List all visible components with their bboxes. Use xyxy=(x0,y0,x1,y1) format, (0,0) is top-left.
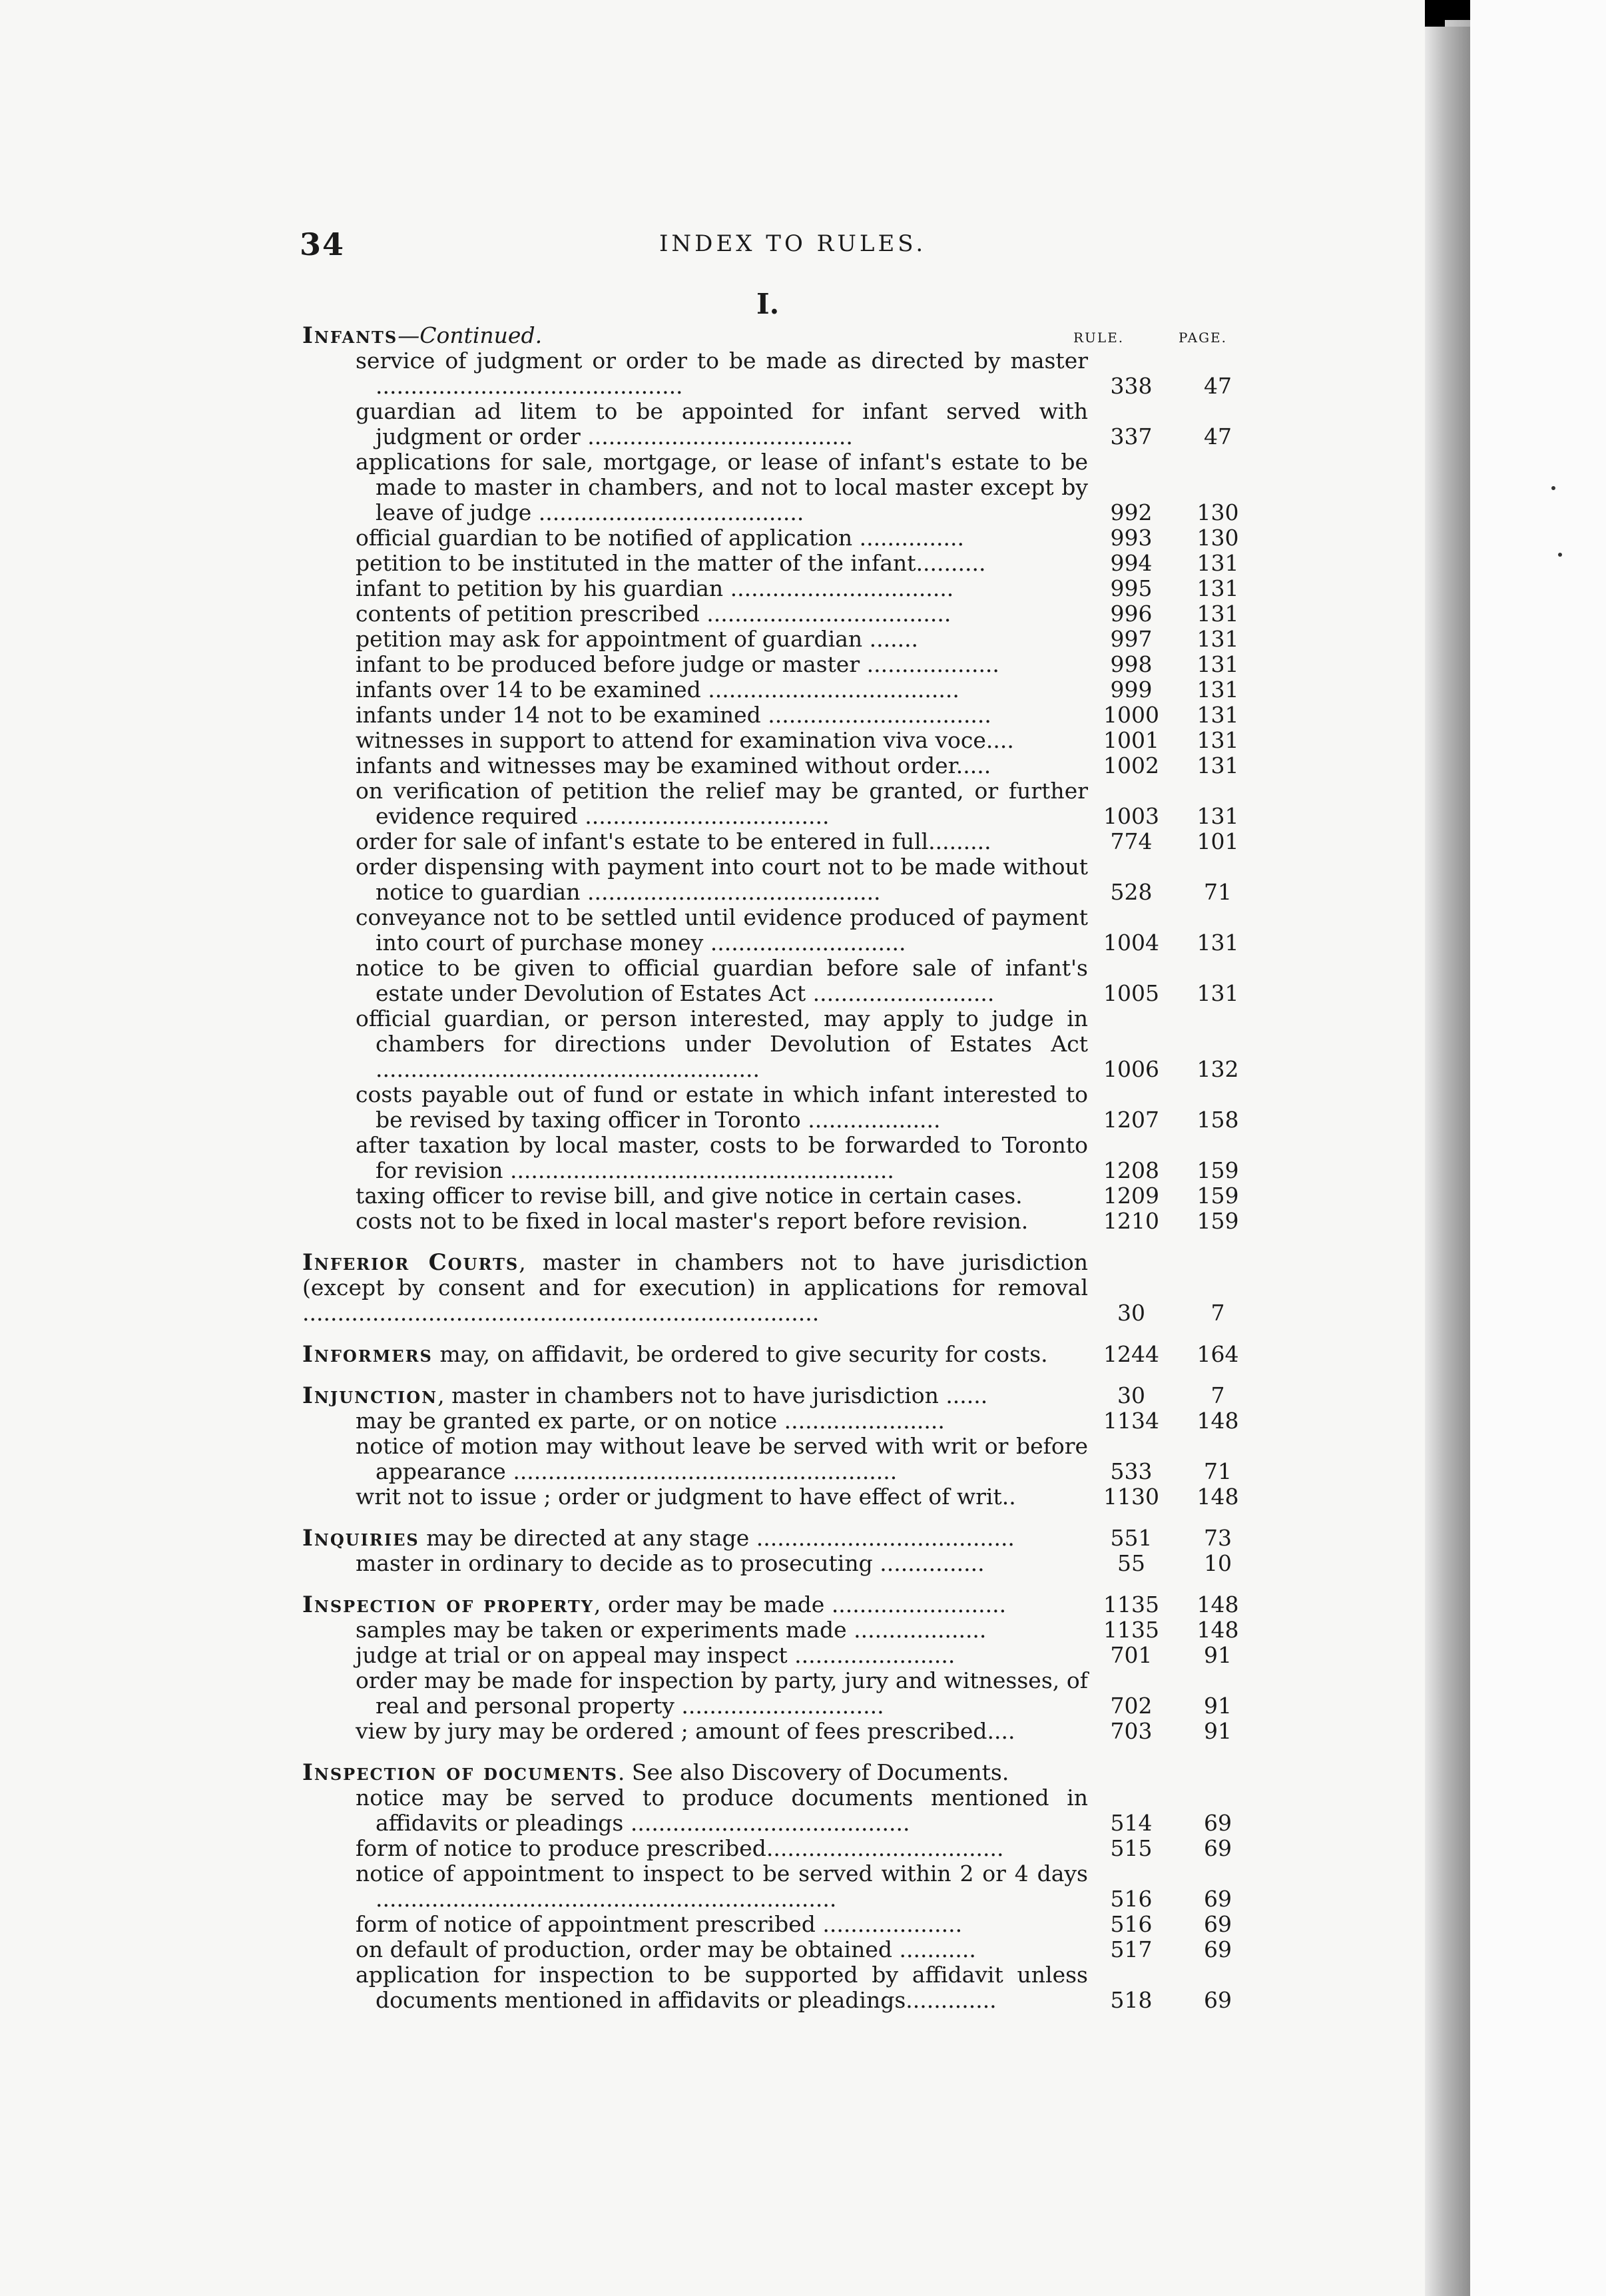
entry-term: Inferior Courts xyxy=(302,1249,519,1276)
entry-heading xyxy=(302,1526,1261,1551)
entry-description: , order may be made ......................... xyxy=(593,1591,1007,1617)
index-entry xyxy=(302,1342,1261,1367)
index-entry xyxy=(302,1383,1261,1510)
page-ref: 131 xyxy=(1197,702,1239,728)
page-ref: 91 xyxy=(1204,1718,1232,1744)
index-entry xyxy=(302,323,1261,1234)
rule-number: 996 xyxy=(1110,601,1153,627)
index-subentry xyxy=(356,1006,1261,1082)
rule-number: 515 xyxy=(1110,1835,1153,1861)
index-entry xyxy=(302,1526,1261,1576)
subentry-text: order for sale of infant's estate to be entered in full......... xyxy=(356,828,991,854)
page-ref: 131 xyxy=(1197,626,1239,652)
page-ref: 131 xyxy=(1197,550,1239,576)
index-subentry xyxy=(356,399,1261,449)
subentry-text: infants under 14 not to be examined ................................ xyxy=(356,702,991,728)
page-ref: 69 xyxy=(1204,1886,1232,1912)
index-entry xyxy=(302,1250,1261,1326)
rule-number: 994 xyxy=(1110,550,1153,576)
index-subentry xyxy=(356,348,1261,399)
index-subentry xyxy=(356,1408,1261,1434)
subentry-text: samples may be taken or experiments made ................... xyxy=(356,1617,987,1643)
subentry-text: infants over 14 to be examined .................................... xyxy=(356,677,959,703)
subentry-text: application for inspection to be supported by affidavit unless documents mentioned in affidavits or pleadings............. xyxy=(356,1962,1088,2013)
page-ref: 47 xyxy=(1204,424,1232,449)
rule-number: 337 xyxy=(1110,424,1153,449)
page-ref: 71 xyxy=(1204,879,1232,905)
entry-heading xyxy=(302,1592,1261,1617)
index-subentry xyxy=(356,1912,1261,1937)
page-ref: 159 xyxy=(1197,1183,1239,1209)
index-subentry xyxy=(356,829,1261,854)
page-ref: 131 xyxy=(1197,803,1239,829)
subentry-text: notice may be served to produce documents mentioned in affidavits or pleadings ........................................ xyxy=(356,1785,1088,1836)
page-ref: 91 xyxy=(1204,1693,1232,1719)
page-ref: 130 xyxy=(1197,525,1239,551)
entry-heading xyxy=(302,1383,1261,1408)
rule-number: 1135 xyxy=(1103,1617,1159,1643)
page-ref: 69 xyxy=(1204,1810,1232,1836)
rule-number: 516 xyxy=(1110,1886,1153,1912)
rule-number: 1001 xyxy=(1103,727,1159,753)
subentry-text: order may be made for inspection by party, jury and witnesses, of real and personal property ............................. xyxy=(356,1667,1088,1719)
entry-term: Inquiries xyxy=(302,1525,419,1552)
subentry-text: contents of petition prescribed ................................... xyxy=(356,601,951,627)
rule-number: 30 xyxy=(1117,1300,1145,1326)
subentry-text: notice of appointment to inspect to be served within 2 or 4 days .................................................................. xyxy=(356,1861,1088,1912)
entry-heading-text xyxy=(302,1342,1088,1367)
rule-number: 1005 xyxy=(1103,980,1159,1006)
subentry-text: taxing officer to revise bill, and give notice in certain cases. xyxy=(356,1183,1023,1209)
subentry-text: petition may ask for appointment of guardian ....... xyxy=(356,626,919,652)
rule-number: 1002 xyxy=(1103,752,1159,778)
subentry-text: official guardian, or person interested, may apply to judge in chambers for directions under Devolution of Estates Act ....................................................... xyxy=(356,1005,1088,1082)
index-subentry xyxy=(356,1617,1261,1643)
rule-number: 993 xyxy=(1110,525,1153,551)
scan-speck xyxy=(1551,486,1555,490)
rule-number: 701 xyxy=(1110,1642,1153,1668)
entry-description: . See also Discovery of Documents. xyxy=(617,1759,1009,1785)
page-ref: 7 xyxy=(1210,1300,1225,1326)
index-entry xyxy=(302,1760,1261,2013)
index-subentry xyxy=(356,652,1261,677)
page-ref: 91 xyxy=(1204,1642,1232,1668)
page-ref: 148 xyxy=(1197,1591,1239,1617)
page-ref: 131 xyxy=(1197,575,1239,601)
index-subentry xyxy=(356,601,1261,627)
rule-number: 533 xyxy=(1110,1458,1153,1484)
index-subentry xyxy=(356,1434,1261,1484)
entry-heading-text xyxy=(302,1526,1088,1551)
rule-number: 995 xyxy=(1110,575,1153,601)
entry-term: Injunction xyxy=(302,1382,438,1409)
page-ref: 7 xyxy=(1210,1382,1225,1408)
subentry-text: order dispensing with payment into court not to be made without notice to guardian .......................................... xyxy=(356,854,1088,905)
page-ref: 131 xyxy=(1197,727,1239,753)
page-ref: 131 xyxy=(1197,677,1239,703)
rule-number: 1004 xyxy=(1103,930,1159,956)
entry-term: Informers xyxy=(302,1341,433,1368)
page-ref: 131 xyxy=(1197,752,1239,778)
index-subentry xyxy=(356,551,1261,576)
scan-speck xyxy=(1558,553,1562,557)
entry-term: Infants xyxy=(302,322,398,349)
page-ref: 131 xyxy=(1197,980,1239,1006)
rule-number: 338 xyxy=(1110,373,1153,399)
entry-description: , master in chambers not to have jurisdiction ...... xyxy=(437,1382,988,1408)
index-subentry xyxy=(356,956,1261,1006)
index-subentry xyxy=(356,677,1261,703)
rule-number: 551 xyxy=(1110,1525,1153,1551)
subentry-text: service of judgment or order to be made as directed by master ............................................ xyxy=(356,348,1088,399)
rule-number: 1135 xyxy=(1103,1591,1159,1617)
rule-number: 1210 xyxy=(1103,1208,1159,1234)
page-ref: 158 xyxy=(1197,1107,1239,1133)
subentry-text: form of notice of appointment prescribed .................... xyxy=(356,1911,963,1937)
index-subentry xyxy=(356,576,1261,601)
subentry-text: costs not to be fixed in local master's report before revision. xyxy=(356,1208,1029,1234)
rule-number: 516 xyxy=(1110,1911,1153,1937)
index-subentry xyxy=(356,627,1261,652)
rule-number: 528 xyxy=(1110,879,1153,905)
rule-number: 1000 xyxy=(1103,702,1159,728)
page-ref: 69 xyxy=(1204,1835,1232,1861)
rule-number: 1003 xyxy=(1103,803,1159,829)
book-spine-edge xyxy=(1425,27,1470,2296)
page-ref: 131 xyxy=(1197,651,1239,677)
index-subentry xyxy=(356,728,1261,753)
page-ref: 132 xyxy=(1197,1056,1239,1082)
entry-term-continued: —Continued. xyxy=(398,322,543,348)
subentry-text: on verification of petition the relief may be granted, or further evidence required ................................... xyxy=(356,778,1088,829)
page-ref: 164 xyxy=(1197,1341,1239,1367)
index-subentry xyxy=(356,1209,1261,1234)
rule-number: 1130 xyxy=(1103,1484,1159,1510)
index-subentry xyxy=(356,905,1261,956)
subentry-text: conveyance not to be settled until evidence produced of payment into court of purchase money ............................ xyxy=(356,904,1088,956)
rule-number: 999 xyxy=(1110,677,1153,703)
index-entry xyxy=(302,1592,1261,1744)
index-subentry xyxy=(356,449,1261,525)
rule-number: 1006 xyxy=(1103,1056,1159,1082)
entry-term: Inspection of documents xyxy=(302,1759,618,1786)
subentry-text: may be granted ex parte, or on notice ....................... xyxy=(356,1408,945,1434)
rule-number: 998 xyxy=(1110,651,1153,677)
index-subentry xyxy=(356,1551,1261,1576)
page-ref: 131 xyxy=(1197,930,1239,956)
section-letter: I. xyxy=(756,288,780,320)
page-ref: 71 xyxy=(1204,1458,1232,1484)
subentry-text: notice of motion may without leave be served with writ or before appearance ....................................................... xyxy=(356,1433,1088,1484)
index-subentry xyxy=(356,1937,1261,1962)
column-header-rule: RULE. xyxy=(1073,330,1125,346)
subentry-text: writ not to issue ; order or judgment to have effect of writ.. xyxy=(356,1484,1016,1510)
index-subentry xyxy=(356,1643,1261,1668)
page-ref: 10 xyxy=(1204,1550,1232,1576)
index-subentry xyxy=(356,703,1261,728)
page-ref: 130 xyxy=(1197,499,1239,525)
index-subentry xyxy=(356,525,1261,551)
subentry-text: judge at trial or on appeal may inspect ....................... xyxy=(356,1642,955,1668)
page-ref: 148 xyxy=(1197,1617,1239,1643)
index-subentry xyxy=(356,1785,1261,1836)
entry-heading-text xyxy=(302,1592,1088,1617)
page-ref: 159 xyxy=(1197,1157,1239,1183)
index-subentry xyxy=(356,753,1261,778)
rule-number: 1209 xyxy=(1103,1183,1159,1209)
entry-heading xyxy=(302,1342,1261,1367)
index-subentry xyxy=(356,1861,1261,1912)
rule-number: 55 xyxy=(1117,1550,1145,1576)
rule-number: 703 xyxy=(1110,1718,1153,1744)
page-ref: 69 xyxy=(1204,1936,1232,1962)
entry-term: Inspection of property xyxy=(302,1591,594,1618)
entry-description: may be directed at any stage ..................................... xyxy=(419,1525,1015,1551)
rule-number: 514 xyxy=(1110,1810,1153,1836)
page-ref: 69 xyxy=(1204,1987,1232,2013)
entry-description: may, on affidavit, be ordered to give security for costs. xyxy=(432,1341,1048,1367)
subentry-text: guardian ad litem to be appointed for infant served with judgment or order ...................................... xyxy=(356,398,1088,449)
index-subentry xyxy=(356,778,1261,829)
rule-number: 774 xyxy=(1110,828,1153,854)
entry-heading-text xyxy=(302,1383,1088,1408)
index-subentry xyxy=(356,1962,1261,2013)
subentry-text: infant to be produced before judge or master ................... xyxy=(356,651,999,677)
page-number: 34 xyxy=(300,226,346,262)
entry-heading xyxy=(302,323,1261,348)
index-subentry xyxy=(356,1719,1261,1744)
page-ref: 101 xyxy=(1197,828,1239,854)
page-ref: 148 xyxy=(1197,1408,1239,1434)
index-subentry xyxy=(356,1082,1261,1133)
page-ref: 148 xyxy=(1197,1484,1239,1510)
rule-number: 1134 xyxy=(1103,1408,1159,1434)
entry-description: , master in chambers not to have jurisdiction (except by consent and for execution) in applications for removal .......................................................................... xyxy=(302,1249,1088,1326)
index-subentry xyxy=(356,1668,1261,1719)
rule-number: 1208 xyxy=(1103,1157,1159,1183)
index-subentry xyxy=(356,1836,1261,1861)
subentry-text: notice to be given to official guardian before sale of infant's estate under Devolution of Estates Act .......................... xyxy=(356,955,1088,1006)
subentry-text: view by jury may be ordered ; amount of fees prescribed.... xyxy=(356,1718,1015,1744)
rule-number: 997 xyxy=(1110,626,1153,652)
entry-heading xyxy=(302,1760,1261,1785)
subentry-text: form of notice to produce prescribed.................................. xyxy=(356,1835,1004,1861)
running-title: INDEX TO RULES. xyxy=(659,230,927,257)
rule-number: 702 xyxy=(1110,1693,1153,1719)
rule-number: 992 xyxy=(1110,499,1153,525)
subentry-text: master in ordinary to decide as to prosecuting ............... xyxy=(356,1550,985,1576)
page-ref: 159 xyxy=(1197,1208,1239,1234)
index-content xyxy=(302,323,1261,2029)
subentry-text: infants and witnesses may be examined without order..... xyxy=(356,752,991,778)
scan-margin xyxy=(1470,0,1606,2296)
index-subentry xyxy=(356,854,1261,905)
subentry-text: after taxation by local master, costs to be forwarded to Toronto for revision ....................................................... xyxy=(356,1132,1088,1183)
subentry-text: petition to be instituted in the matter of the infant.......... xyxy=(356,550,986,576)
page-ref: 47 xyxy=(1204,373,1232,399)
page-header xyxy=(0,226,1425,266)
index-subentry xyxy=(356,1484,1261,1510)
subentry-text: applications for sale, mortgage, or lease of infant's estate to be made to master in chambers, and not to local master except by leave of judge ...................................... xyxy=(356,449,1088,525)
index-subentry xyxy=(356,1133,1261,1183)
column-header-page: PAGE. xyxy=(1179,330,1227,346)
subentry-text: on default of production, order may be obtained ........... xyxy=(356,1936,976,1962)
rule-number: 517 xyxy=(1110,1936,1153,1962)
entry-heading-text xyxy=(302,1250,1088,1326)
subentry-text: costs payable out of fund or estate in which infant interested to be revised by taxing officer in Toronto ................... xyxy=(356,1081,1088,1133)
page-ref: 131 xyxy=(1197,601,1239,627)
rule-number: 30 xyxy=(1117,1382,1145,1408)
rule-number: 518 xyxy=(1110,1987,1153,2013)
rule-number: 1244 xyxy=(1103,1341,1159,1367)
index-subentry xyxy=(356,1183,1261,1209)
subentry-text: official guardian to be notified of application ............... xyxy=(356,525,964,551)
subentry-text: witnesses in support to attend for examination viva voce.... xyxy=(356,727,1014,753)
page-ref: 73 xyxy=(1204,1525,1232,1551)
page-ref: 69 xyxy=(1204,1911,1232,1937)
entry-heading xyxy=(302,1250,1261,1326)
rule-number: 1207 xyxy=(1103,1107,1159,1133)
subentry-text: infant to petition by his guardian ................................ xyxy=(356,575,954,601)
